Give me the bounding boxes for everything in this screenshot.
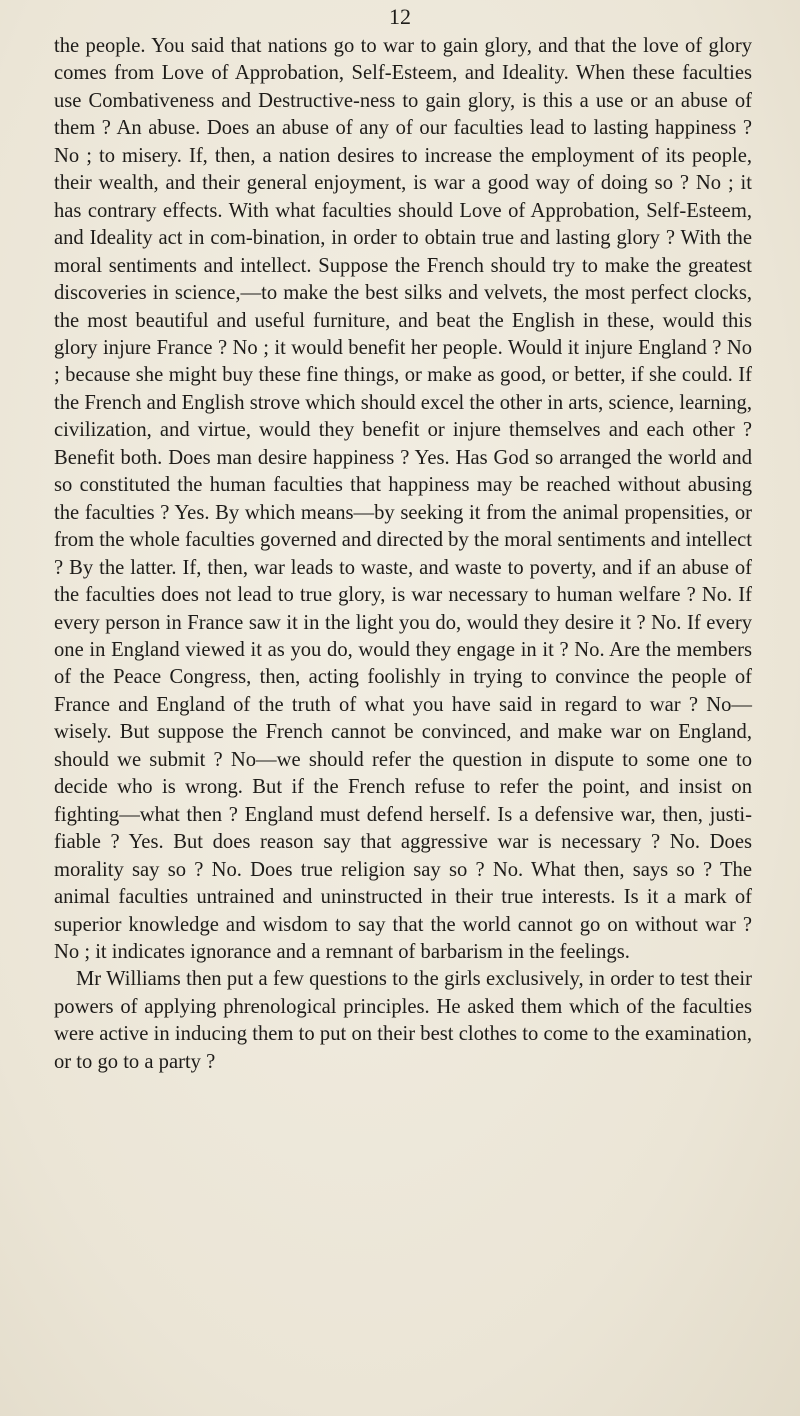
paragraph-2: Mr Williams then put a few questions to the girls exclusively, in order to test their powers of applying phrenological principles. He asked them which of the faculties were active in inducing them to put on their best clothes to come to the examination, or to go to a party ? bbox=[54, 968, 752, 1073]
page-number: 12 bbox=[389, 4, 411, 29]
paragraph-1: the people. You said that nations go to war to gain glory, and that the love of glory comes from Love of Approbation, Self-Esteem, and Ideality. When these faculties use Combativeness and Destructive-ness to gain glory, is this a use or an abuse of them ? An abuse. Does an abuse of any of our faculties lead to lasting happiness ? No ; to misery. If, then, a nation desires to increase the employment of its people, their wealth, and their general enjoyment, is war a good way of doing so ? No ; it has contrary effects. With what faculties should Love of Approbation, Self-Esteem, and Ideality act in com-bination, in order to obtain true and lasting glory ? With the moral sentiments and intellect. Suppose the French should try to make the greatest discoveries in science,—to make the best silks and velvets, the most perfect clocks, the most beautiful and useful furniture, and beat the English in these, would this glory injure France ? No ; it would benefit her people. Would it injure England ? No ; because she might buy these fine things, or make as good, or better, if she could. If the French and English strove which should excel the other in arts, science, learning, civilization, and virtue, would they benefit or injure themselves and each other ? Benefit both. Does man desire happiness ? Yes. Has God so arranged the world and so constituted the human faculties that happiness may be reached without abusing the faculties ? Yes. By which means—by seeking it from the animal propensities, or from the whole faculties governed and directed by the moral sentiments and intellect ? By the latter. If, then, war leads to waste, and waste to poverty, and if an abuse of the faculties does not lead to true glory, is war necessary to human welfare ? No. If every person in France saw it in the light you do, would they desire it ? No. If every one in England viewed it as you do, would they engage in it ? No. Are the members of the Peace Congress, then, acting foolishly in trying to convince the people of France and England of the truth of what you have said in regard to war ? No—wisely. But suppose the French cannot be convinced, and make war on England, should we submit ? No—we should refer the question in dispute to some one to decide who is wrong. But if the French refuse to refer the point, and insist on fighting—what then ? England must defend herself. Is a defensive war, then, justi-fiable ? Yes. But does reason say that aggressive war is necessary ? No. Does morality say so ? No. Does true religion say so ? No. What then, says so ? The animal faculties untrained and uninstructed in their true interests. Is it a mark of superior knowledge and wisdom to say that the world cannot go on without war ? No ; it indicates ignorance and a remnant of barbarism in the feelings. bbox=[54, 35, 752, 963]
body-text bbox=[54, 33, 752, 1076]
